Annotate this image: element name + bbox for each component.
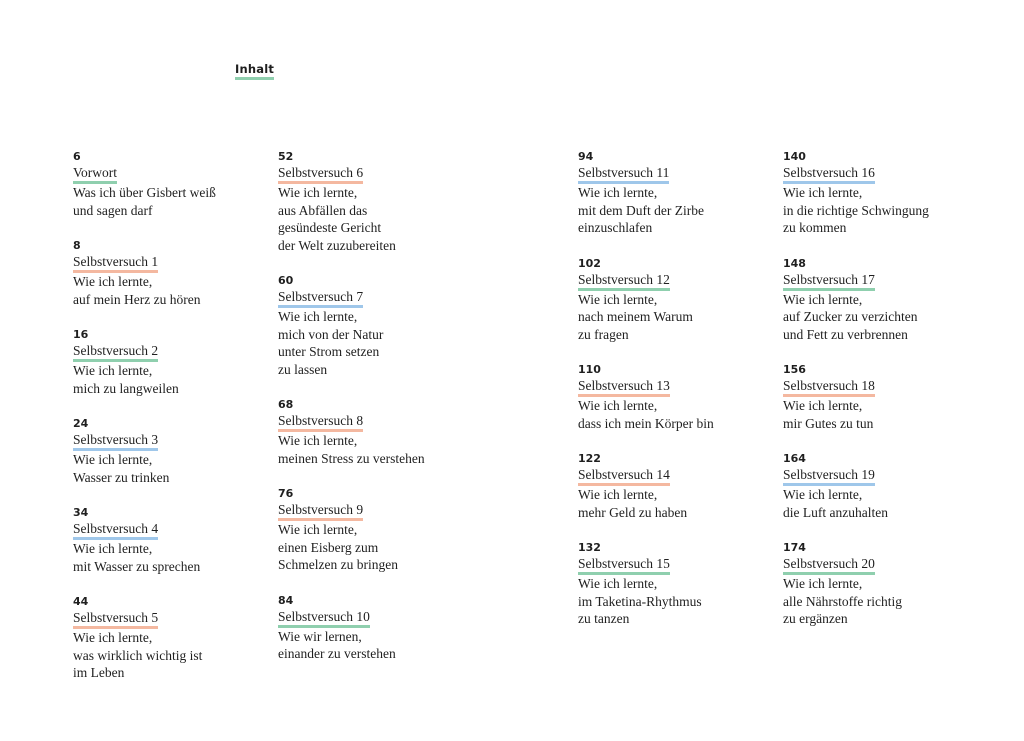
toc-description-line: Wie ich lernte, bbox=[73, 630, 153, 645]
toc-description-line: zu kommen bbox=[783, 220, 847, 235]
toc-entry-title-text[interactable]: Selbstversuch 20 bbox=[783, 556, 875, 575]
toc-page-number: 110 bbox=[578, 363, 601, 376]
toc-entry-title[interactable] bbox=[578, 466, 778, 486]
toc-entry[interactable] bbox=[783, 150, 983, 237]
toc-description-line: Was ich über Gisbert weiß bbox=[73, 185, 216, 200]
toc-entry[interactable] bbox=[783, 521, 983, 628]
toc-entry-title-text[interactable]: Selbstversuch 15 bbox=[578, 556, 670, 575]
toc-entry-title[interactable] bbox=[578, 555, 778, 575]
toc-entry-title[interactable] bbox=[73, 609, 273, 629]
toc-entry-title-text[interactable]: Selbstversuch 16 bbox=[783, 165, 875, 184]
toc-description-line: Wie ich lernte, bbox=[278, 522, 358, 537]
toc-entry[interactable] bbox=[73, 308, 273, 397]
toc-entry-title[interactable] bbox=[578, 377, 778, 397]
toc-entry-description bbox=[278, 308, 478, 378]
toc-entry-description bbox=[73, 184, 273, 219]
toc-description-line: Wie ich lernte, bbox=[783, 487, 863, 502]
toc-page-number: 76 bbox=[278, 487, 294, 500]
toc-description-line: zu fragen bbox=[578, 326, 629, 342]
toc-column-2 bbox=[278, 147, 478, 663]
toc-description-line: Wie ich lernte, bbox=[578, 398, 658, 413]
toc-description-line: einen Eisberg zum bbox=[278, 539, 379, 555]
toc-page-number: 16 bbox=[73, 328, 89, 341]
toc-description-line: Wie ich lernte, bbox=[783, 398, 863, 413]
toc-description-line: mehr Geld zu haben bbox=[578, 504, 688, 520]
toc-description-line: Wie ich lernte, bbox=[73, 452, 153, 467]
toc-heading-text: Inhalt bbox=[235, 62, 274, 80]
toc-entry-description bbox=[73, 362, 273, 397]
toc-entry-title-text[interactable]: Selbstversuch 19 bbox=[783, 467, 875, 486]
toc-entry-description bbox=[278, 432, 478, 467]
toc-page-number: 52 bbox=[278, 150, 294, 163]
toc-description-line: Wie ich lernte, bbox=[578, 185, 658, 200]
toc-entry-description bbox=[578, 291, 778, 344]
toc-description-line: was wirklich wichtig ist bbox=[73, 647, 203, 663]
toc-description-line: Wie ich lernte, bbox=[73, 274, 153, 289]
toc-description-line: auf Zucker zu verzichten bbox=[783, 309, 918, 324]
toc-page-number: 174 bbox=[783, 541, 806, 554]
toc-entry[interactable] bbox=[73, 486, 273, 575]
toc-entry-title[interactable] bbox=[278, 164, 478, 184]
toc-entry[interactable] bbox=[278, 574, 478, 663]
toc-entry-description bbox=[578, 486, 778, 521]
toc-description-line: im Leben bbox=[73, 665, 125, 680]
toc-entry-title-text[interactable]: Selbstversuch 14 bbox=[578, 467, 670, 486]
toc-description-line: meinen Stress zu verstehen bbox=[278, 450, 425, 466]
toc-entry[interactable] bbox=[783, 432, 983, 521]
toc-page-number: 68 bbox=[278, 398, 294, 411]
toc-entry[interactable] bbox=[578, 237, 778, 344]
toc-page-number: 140 bbox=[783, 150, 806, 163]
toc-entry-title[interactable] bbox=[783, 164, 983, 184]
toc-column-4 bbox=[783, 147, 983, 628]
toc-entry-description bbox=[73, 451, 273, 486]
toc-entry[interactable] bbox=[73, 575, 273, 682]
toc-page-number: 122 bbox=[578, 452, 601, 465]
toc-description-line: Wie ich lernte, bbox=[783, 576, 863, 591]
toc-page-number: 132 bbox=[578, 541, 601, 554]
toc-entry-title[interactable] bbox=[73, 342, 273, 362]
toc-description-line: mich von der Natur bbox=[278, 326, 384, 342]
toc-entry[interactable] bbox=[578, 150, 778, 237]
toc-page-number: 34 bbox=[73, 506, 89, 519]
toc-description-line: einander zu verstehen bbox=[278, 646, 396, 661]
toc-entry-description bbox=[783, 397, 983, 432]
toc-description-line: Wie ich lernte, bbox=[578, 291, 658, 307]
toc-entry[interactable] bbox=[578, 343, 778, 432]
toc-entry[interactable] bbox=[278, 254, 478, 378]
toc-entry-title[interactable] bbox=[783, 466, 983, 486]
toc-description-line: auf mein Herz zu hören bbox=[73, 291, 201, 307]
toc-description-line: im Taketina-Rhythmus bbox=[578, 593, 702, 609]
toc-entry-title-text[interactable]: Selbstversuch 11 bbox=[578, 165, 669, 184]
toc-entry-description bbox=[783, 184, 983, 237]
toc-description-line: aus Abfällen das bbox=[278, 202, 368, 218]
toc-entry-title-text[interactable]: Selbstversuch 10 bbox=[278, 609, 370, 628]
toc-entry-title-text[interactable]: Selbstversuch 4 bbox=[73, 521, 158, 540]
toc-description-line: Wasser zu trinken bbox=[73, 469, 170, 485]
toc-entry-title-text[interactable]: Selbstversuch 12 bbox=[578, 272, 670, 291]
toc-column-3 bbox=[578, 147, 778, 628]
toc-description-line: Wie wir lernen, bbox=[278, 628, 362, 644]
toc-entry-title[interactable] bbox=[783, 555, 983, 575]
toc-description-line: alle Nährstoffe richtig bbox=[783, 593, 902, 609]
toc-page-number: 44 bbox=[73, 595, 89, 608]
toc-entry-title[interactable] bbox=[278, 501, 478, 521]
toc-entry-description bbox=[783, 575, 983, 628]
toc-description-line: Wie ich lernte, bbox=[73, 363, 153, 378]
toc-entry[interactable] bbox=[278, 378, 478, 467]
toc-entry-title[interactable] bbox=[783, 377, 983, 397]
toc-page-number: 24 bbox=[73, 417, 89, 430]
toc-page-number: 156 bbox=[783, 363, 806, 376]
toc-page-number: 6 bbox=[73, 150, 81, 163]
toc-description-line: Wie ich lernte, bbox=[278, 433, 358, 448]
toc-description-line: in die richtige Schwingung bbox=[783, 202, 929, 218]
toc-entry-description bbox=[578, 397, 778, 432]
toc-description-line: nach meinem Warum bbox=[578, 309, 693, 324]
toc-description-line: Wie ich lernte, bbox=[278, 309, 358, 324]
toc-description-line: zu lassen bbox=[278, 361, 328, 377]
toc-description-line: Wie ich lernte, bbox=[783, 185, 863, 200]
toc-entry[interactable] bbox=[73, 150, 273, 219]
toc-entry-title[interactable] bbox=[578, 271, 778, 291]
toc-description-line: Wie ich lernte, bbox=[73, 541, 153, 556]
toc-entry-title[interactable] bbox=[578, 164, 778, 184]
toc-entry-description bbox=[783, 291, 983, 344]
toc-description-line: mich zu langweilen bbox=[73, 380, 179, 396]
toc-description-line: einzuschlafen bbox=[578, 220, 653, 235]
toc-entry-title-text[interactable]: Selbstversuch 6 bbox=[278, 165, 363, 184]
toc-entry-title-text[interactable]: Selbstversuch 13 bbox=[578, 378, 670, 397]
toc-entry-description bbox=[73, 540, 273, 575]
toc-description-line: mir Gutes zu tun bbox=[783, 415, 874, 431]
toc-description-line: mit dem Duft der Zirbe bbox=[578, 202, 704, 218]
toc-entry-title[interactable] bbox=[73, 520, 273, 540]
toc-page-number: 148 bbox=[783, 256, 806, 270]
toc-entry[interactable] bbox=[783, 343, 983, 432]
toc-description-line: und sagen darf bbox=[73, 202, 153, 218]
toc-entry-title-text[interactable]: Selbstversuch 2 bbox=[73, 343, 158, 362]
toc-description-line: Schmelzen zu bringen bbox=[278, 557, 398, 572]
toc-entry-description bbox=[578, 575, 778, 628]
toc-entry-description bbox=[278, 628, 478, 663]
toc-description-line: Wie ich lernte, bbox=[578, 487, 658, 502]
toc-description-line: zu tanzen bbox=[578, 611, 630, 626]
toc-entry-description bbox=[278, 184, 478, 254]
toc-page-number: 60 bbox=[278, 274, 294, 287]
toc-entry-description bbox=[73, 273, 273, 308]
toc-page-number: 164 bbox=[783, 452, 806, 465]
toc-heading bbox=[235, 62, 274, 80]
toc-entry-description bbox=[73, 629, 273, 682]
toc-page-number: 8 bbox=[73, 239, 81, 252]
toc-entry-description bbox=[783, 486, 983, 521]
toc-entry[interactable] bbox=[73, 219, 273, 308]
toc-page-number: 94 bbox=[578, 150, 594, 163]
toc-entry[interactable] bbox=[73, 397, 273, 486]
toc-entry-title-text[interactable]: Selbstversuch 9 bbox=[278, 502, 363, 521]
toc-column-1 bbox=[73, 147, 273, 682]
toc-entry-title-text[interactable]: Selbstversuch 1 bbox=[73, 254, 158, 273]
toc-page-number: 102 bbox=[578, 256, 601, 270]
toc-description-line: Wie ich lernte, bbox=[578, 576, 658, 591]
toc-description-line: Wie ich lernte, bbox=[783, 291, 863, 307]
toc-entry[interactable] bbox=[578, 521, 778, 628]
toc-description-line: zu ergänzen bbox=[783, 611, 848, 626]
toc-entry-title[interactable] bbox=[278, 608, 478, 628]
toc-description-line: unter Strom setzen bbox=[278, 344, 380, 359]
toc-description-line: dass ich mein Körper bin bbox=[578, 415, 714, 431]
toc-entry-title[interactable] bbox=[73, 164, 273, 184]
toc-description-line: der Welt zuzubereiten bbox=[278, 237, 396, 253]
toc-entry-title-text[interactable]: Selbstversuch 8 bbox=[278, 413, 363, 432]
toc-entry-title[interactable] bbox=[278, 288, 478, 308]
toc-entry-title-text[interactable]: Selbstversuch 17 bbox=[783, 272, 875, 291]
toc-entry-title[interactable] bbox=[278, 412, 478, 432]
toc-entry[interactable] bbox=[278, 467, 478, 574]
toc-description-line: mit Wasser zu sprechen bbox=[73, 558, 201, 574]
toc-entry-title-text[interactable]: Selbstversuch 5 bbox=[73, 610, 158, 629]
toc-entry[interactable] bbox=[578, 432, 778, 521]
toc-entry-title[interactable] bbox=[73, 253, 273, 273]
toc-entry-title-text[interactable]: Selbstversuch 18 bbox=[783, 378, 875, 397]
toc-entry[interactable] bbox=[278, 150, 478, 254]
toc-entry-title-text[interactable]: Selbstversuch 3 bbox=[73, 432, 158, 451]
toc-description-line: die Luft anzuhalten bbox=[783, 504, 888, 520]
toc-page-number: 84 bbox=[278, 593, 294, 607]
toc-entry-description bbox=[278, 521, 478, 574]
toc-entry-description bbox=[578, 184, 778, 237]
toc-entry-title[interactable] bbox=[73, 431, 273, 451]
toc-description-line: und Fett zu verbrennen bbox=[783, 326, 908, 342]
toc-entry-title-text[interactable]: Selbstversuch 7 bbox=[278, 289, 363, 308]
toc-description-line: gesündeste Gericht bbox=[278, 220, 382, 235]
toc-entry-title-text[interactable]: Vorwort bbox=[73, 165, 117, 184]
toc-entry-title[interactable] bbox=[783, 271, 983, 291]
toc-entry[interactable] bbox=[783, 237, 983, 344]
toc-description-line: Wie ich lernte, bbox=[278, 185, 358, 200]
